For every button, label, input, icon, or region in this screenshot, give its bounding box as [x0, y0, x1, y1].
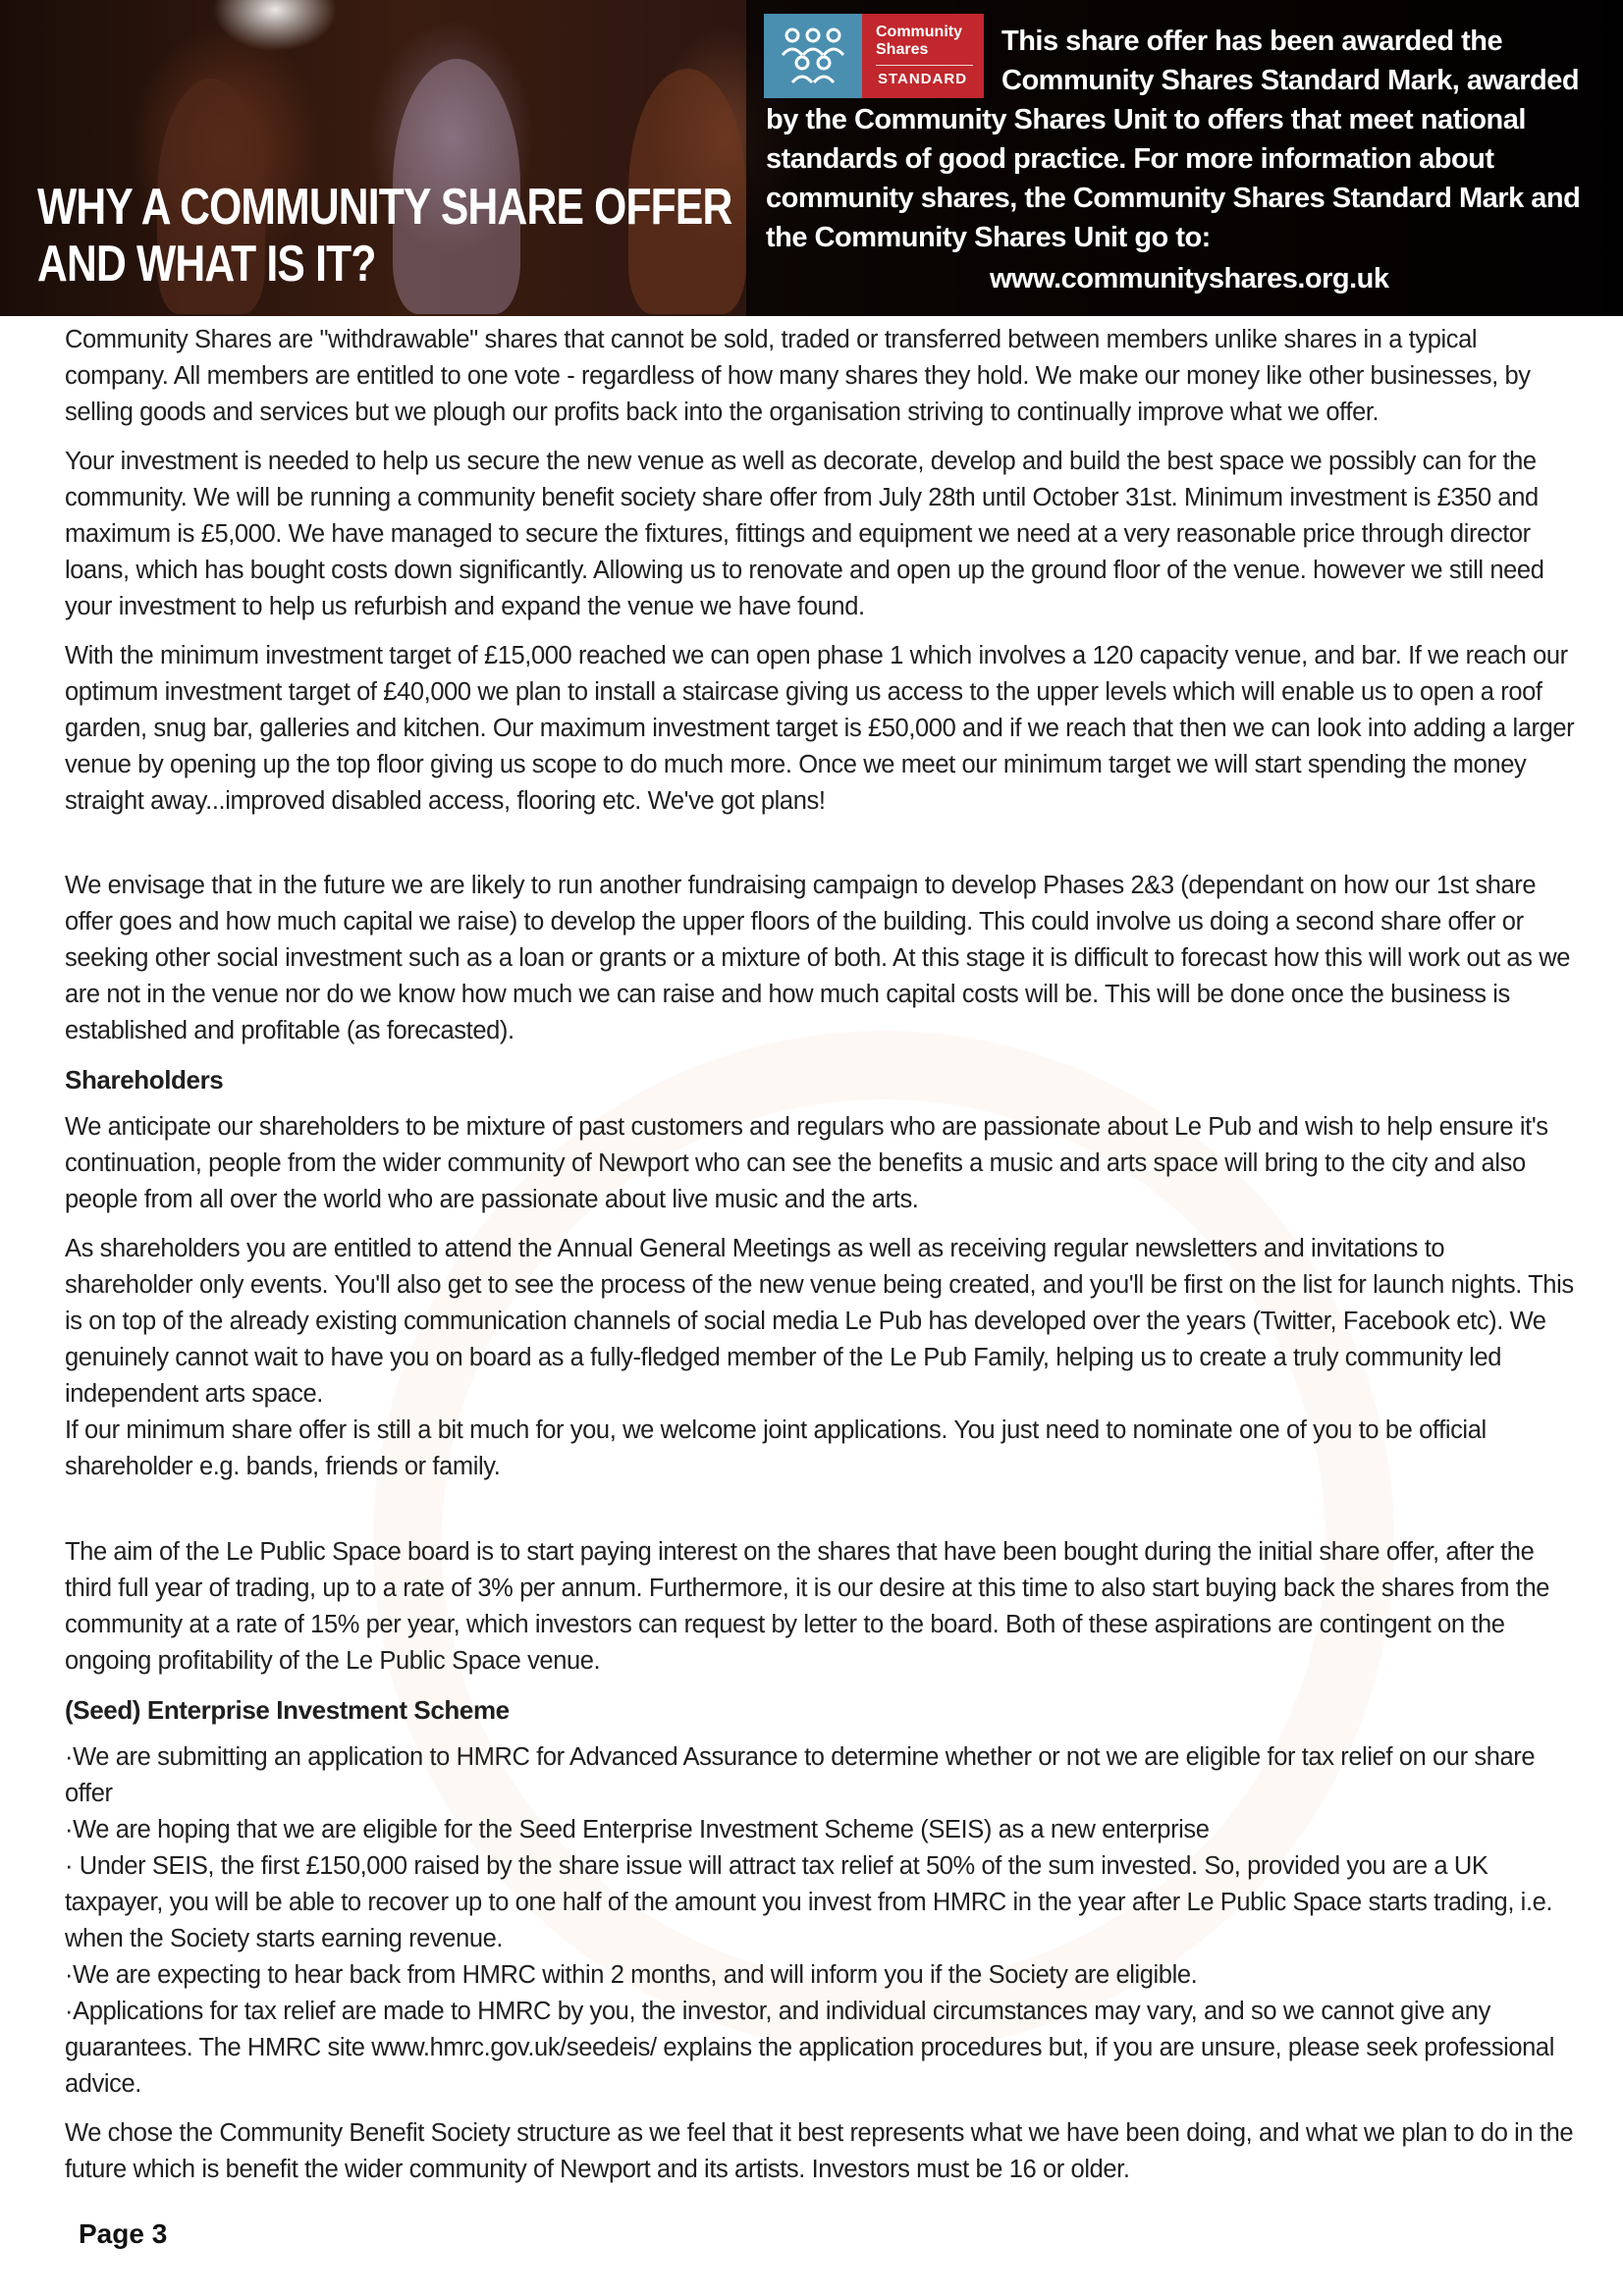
paragraph-investment: Your investment is needed to help us secure the new venue as well as decorate, develop and build the best space we possibly can for the community. We will be running a community benefit society share offer from July 28th until October 31st. Minimum investment is £350 and maximum is £5,000. We have managed to secure the fixtures, fittings and equipment we need at a very reasonable price through director loans, which has bought costs down significantly. Allowing us to renovate and open up the ground floor of the venue. however we still need your investment to help us refurbish and expand the venue we have found.	[65, 448, 1544, 620]
paragraph-future: We envisage that in the future we are likely to run another fundraising campaign to develop Phases 2&3 (dependant on how our 1st share offer goes and how much capital we raise) to develop the upper floors of the building. This could involve us doing a second share offer or seeking other social investment such as a loan or grants or a mixture of both. At this stage it is difficult to forecast how this will work out as we are not in the venue nor do we know how much we can raise and how much capital costs will be. This will be done once the business is established and profitable (as forecasted).	[65, 872, 1571, 1044]
paragraph-targets: With the minimum investment target of £15,000 reached we can open phase 1 which involves a 120 capacity venue, and bar. If we reach our optimum investment target of £40,000 we plan to install a staircase giving us access to the upper levels which will enable us to open a roof garden, snug bar, galleries and kitchen. Our maximum investment target is £50,000 and if we reach that then we can look into adding a larger venue by opening up the top floor giving us scope to do much more. Once we meet our minimum target we will start spending the money straight away...improved disabled access, flooring etc. We've got plans!	[65, 642, 1575, 815]
title-line-2: AND WHAT IS IT?	[37, 236, 376, 293]
page-number: Page 3	[79, 2218, 168, 2249]
logo-standard: STANDARD	[878, 71, 968, 87]
heading-seis: (Seed) Enterprise Investment Scheme	[65, 1695, 510, 1725]
seis-bullet: ·We are expecting to hear back from HMRC within 2 months, and will inform you if the Society are eligible.	[65, 1961, 1198, 1989]
paragraph-structure: We chose the Community Benefit Society structure as we feel that it best represents what we have been doing, and what we plan to do in the future which is benefit the wider community of Newport and its artists. Investors must be 16 or older.	[65, 2119, 1574, 2183]
seis-bullet: · Under SEIS, the first £150,000 raised by the share issue will attract tax relief at 50% of the sum invested. So, provided you are a UK taxpayer, you will be able to recover up to one half of the amount you invest from HMRC in the year after Le Public Space starts trading, i.e. when the Society starts earning revenue.	[65, 1852, 1553, 1952]
title-line-1: WHY A COMMUNITY SHARE OFFER	[37, 179, 732, 236]
paragraph-intro: Community Shares are "withdrawable" shares that cannot be sold, traded or transferred between members unlike shares in a typical company. All members are entitled to one vote - regardless of how many shares they hold. We make our money like other businesses, by selling goods and services but we plough our profits back into the organisation striving to continually improve what we offer.	[65, 326, 1531, 426]
paragraph-interest: The aim of the Le Public Space board is to start paying interest on the shares that have been bought during the initial share offer, after the third full year of trading, up to a rate of 3% per annum. Furthermore, it is our desire at this time to also start buying back the shares from the community at a rate of 15% per year, which investors can request by letter to the board. Both of these aspirations are contingent on the ongoing profitability of the Le Public Space venue.	[65, 1538, 1550, 1675]
people-group-icon	[764, 14, 862, 98]
seis-bullets	[65, 1739, 1577, 2103]
community-shares-logo	[764, 14, 984, 98]
logo-name-line-1: Community	[876, 24, 962, 40]
standard-mark-text-1: This share offer has been awarded the Community Shares Standard Mark, awarded	[1001, 26, 1580, 96]
logo-name-line-2: Shares	[876, 41, 929, 58]
joint-applications-text: If our minimum share offer is still a bit much for you, we welcome joint applications. You just need to nominate one of you to be official shareholder e.g. bands, friends or family.	[65, 1416, 1487, 1480]
seis-bullet: ·We are submitting an application to HMRC for Advanced Assurance to determine whether or not we are eligible for tax relief on our share offer	[65, 1743, 1536, 1807]
logo-wordmark	[862, 14, 984, 98]
paragraph-shareholders: We anticipate our shareholders to be mixture of past customers and regulars who are passionate about Le Pub and wish to help ensure it's continuation, people from the wider community of Newport who can see the benefits a music and arts space will bring to the city and also people from all over the world who are passionate about live music and the arts.	[65, 1113, 1548, 1213]
page-title	[37, 179, 746, 293]
standard-mark-text-2: by the Community Shares Unit to offers that meet national standards of good practice. For more information about community shares, the Community Shares Standard Mark and the Community Shares Unit go to:	[766, 104, 1581, 253]
paragraph-benefits	[65, 1231, 1577, 1485]
heading-shareholders: Shareholders	[65, 1065, 224, 1095]
seis-bullet: ·Applications for tax relief are made to HMRC by you, the investor, and individual circumstances may vary, and so we cannot give any guarantees. The HMRC site www.hmrc.gov.uk/seedeis/ explains the application procedures but, if you are unsure, please seek professional advice.	[65, 1998, 1554, 2098]
communityshares-link[interactable]: www.communityshares.org.uk	[990, 263, 1389, 294]
logo-name	[876, 24, 962, 59]
header-banner	[0, 0, 1623, 316]
seis-bullet: ·We are hoping that we are eligible for the Seed Enterprise Investment Scheme (SEIS) as a new enterprise	[65, 1816, 1210, 1843]
article-body	[65, 322, 1577, 2201]
benefits-text: As shareholders you are entitled to attend the Annual General Meetings as well as receiving regular newsletters and invitations to shareholder only events. You'll also get to see the process of the new venue being created, and you'll be first on the list for launch nights. This is on top of the already existing communication channels of social media Le Pub has developed over the years (Twitter, Facebook etc). We genuinely cannot wait to have you on board as a fully-fledged member of the Le Pub Family, helping us to create a truly community led independent arts space.	[65, 1235, 1574, 1408]
